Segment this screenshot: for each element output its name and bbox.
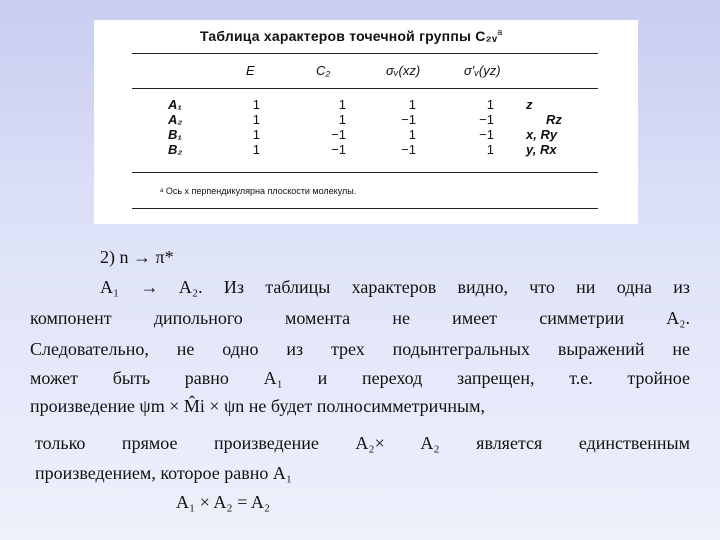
paragraph-2-line-1: только прямое произведение A₂× A₂ является единственным bbox=[35, 433, 690, 453]
paragraph-line-2: компонент дипольного момента не имеет симметрии A₂. bbox=[30, 308, 690, 328]
cell-b1-c2: −1 bbox=[331, 127, 346, 142]
cell-a1-c2: 1 bbox=[338, 97, 346, 112]
cell-b2-sxz: −1 bbox=[401, 142, 416, 157]
paragraph-line-1: A₁ → A₂. Из таблицы характеров видно, что ни одна из bbox=[100, 277, 690, 297]
paragraph-line-4: может быть равно A₁ и переход запрещен, т.е. тройное bbox=[30, 368, 690, 388]
cell-a2-syz: −1 bbox=[479, 112, 494, 127]
header-c2: C₂ bbox=[316, 63, 331, 78]
header-e: E bbox=[246, 63, 255, 78]
cell-b1-syz: −1 bbox=[479, 127, 494, 142]
cell-a2-c2: 1 bbox=[338, 112, 346, 127]
basis-b1: x, Ry bbox=[526, 127, 558, 142]
table-title bbox=[200, 27, 502, 44]
cell-b2-c2: −1 bbox=[331, 142, 346, 157]
cell-b1-e: 1 bbox=[252, 127, 260, 142]
cell-a2-e: 1 bbox=[252, 112, 260, 127]
basis-a1: z bbox=[526, 97, 533, 112]
equation: A₁ × A₂ = A₂ bbox=[176, 492, 271, 512]
row-label-b1: B₁ bbox=[168, 127, 182, 142]
cell-a1-syz: 1 bbox=[486, 97, 494, 112]
cell-b1-sxz: 1 bbox=[408, 127, 416, 142]
character-table-image bbox=[94, 20, 638, 224]
row-label-b2: B₂ bbox=[168, 142, 183, 157]
row-label-a1: A₁ bbox=[168, 97, 182, 112]
table-title-footnote-mark: a bbox=[497, 27, 503, 37]
table-title-text: Таблица характеров точечной группы C₂ᵥ bbox=[200, 28, 498, 44]
paragraph-line-3: Следовательно, не одно из трех подынтегральных выражений не bbox=[30, 339, 690, 359]
header-sigma-xz: σᵥ(xz) bbox=[386, 63, 421, 78]
table-rule-bottom bbox=[132, 208, 598, 209]
table-rule-body bbox=[132, 172, 598, 173]
table-rule-header bbox=[132, 88, 598, 89]
table-footnote: ᵃ Ось x перпендикулярна плоскости молекулы. bbox=[160, 186, 357, 196]
section-heading: 2) n → π* bbox=[100, 247, 174, 267]
paragraph-line-5: произведение ψm × M̂i × ψn не будет полносимметричным, bbox=[30, 396, 485, 416]
paragraph-2-line-2: произведением, которое равно A₁ bbox=[35, 463, 293, 483]
cell-b2-syz: 1 bbox=[486, 142, 494, 157]
basis-a2: Rz bbox=[546, 112, 562, 127]
basis-b2: y, Rx bbox=[526, 142, 557, 157]
table-rule-top bbox=[132, 53, 598, 54]
header-sigma-yz: σ′ᵥ(yz) bbox=[464, 63, 501, 78]
cell-b2-e: 1 bbox=[252, 142, 260, 157]
row-label-a2: A₂ bbox=[168, 112, 183, 127]
cell-a1-sxz: 1 bbox=[408, 97, 416, 112]
cell-a1-e: 1 bbox=[252, 97, 260, 112]
cell-a2-sxz: −1 bbox=[401, 112, 416, 127]
